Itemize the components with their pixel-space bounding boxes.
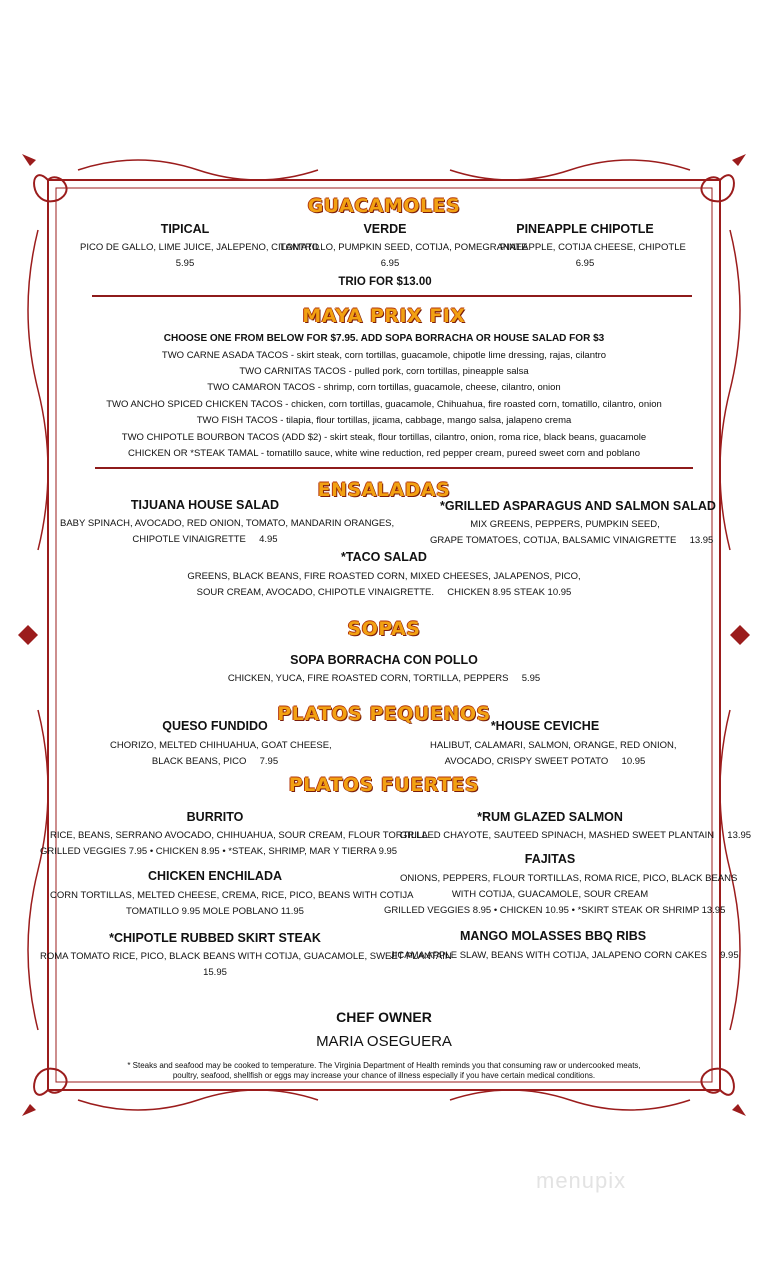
disclaimer-line-1: * Steaks and seafood may be cooked to temperature. The Virginia Department of Health reminds you that consuming raw or undercooked meats, (127, 1061, 641, 1070)
item-prices-fajitas: GRILLED VEGGIES 8.95 • CHICKEN 10.95 • *SKIRT STEAK OR SHRIMP 13.95 (384, 905, 726, 916)
prix-item: TWO CAMARON TACOS - shrimp, corn tortillas, guacamole, cheese, cilantro, onion (207, 382, 561, 393)
divider-rule (95, 467, 693, 469)
item-desc-chicken-enchilada: CORN TORTILLAS, MELTED CHEESE, CREMA, RICE, PICO, BEANS WITH COTIJA (50, 890, 414, 901)
item-name-tijuana-salad: TIJUANA HOUSE SALAD (130, 498, 280, 512)
item-desc-house-ceviche: HALIBUT, CALAMARI, SALMON, ORANGE, RED ONION, (430, 740, 677, 751)
item-desc-skirt-steak: ROMA TOMATO RICE, PICO, BLACK BEANS WITH COTIJA, GUACAMOLE, SWEET PLANTAIN (40, 951, 452, 962)
prix-intro: CHOOSE ONE FROM BELOW FOR $7.95. ADD SOPA BORRACHA OR HOUSE SALAD FOR $3 (163, 333, 605, 344)
item-desc-tijuana-salad: BABY SPINACH, AVOCADO, RED ONION, TOMATO, MANDARIN ORANGES, (60, 518, 395, 529)
item-desc-house-ceviche-2: AVOCADO, CRISPY SWEET POTATO 10.95 (444, 756, 646, 767)
item-desc-tipical: PICO DE GALLO, LIME JUICE, JALEPENO, CILANTRO (80, 242, 320, 253)
prix-item: TWO CARNE ASADA TACOS - skirt steak, corn tortillas, guacamole, chipotle lime dressing, rajas, cilantro (161, 350, 607, 361)
section-title-sopas: SOPAS (347, 618, 421, 640)
item-name-sopa-borracha: SOPA BORRACHA CON POLLO (290, 653, 478, 667)
prix-item: TWO FISH TACOS - tilapia, flour tortillas, jicama, cabbage, mango salsa, jalapeno crema (196, 415, 572, 426)
item-desc-bbq-ribs: JICAMA APPLE SLAW, BEANS WITH COTIJA, JALAPENO CORN CAKES 9.95 (390, 950, 739, 961)
item-desc-queso-fundido: CHORIZO, MELTED CHIHUAHUA, GOAT CHEESE, (110, 740, 332, 751)
item-desc-pineapple-chipotle: PINEAPPLE, COTIJA CHEESE, CHIPOTLE (500, 242, 686, 253)
item-name-fajitas: FAJITAS (524, 852, 576, 866)
prix-item: CHICKEN OR *STEAK TAMAL - tomatillo sauce, white wine reduction, red pepper cream, pureed sweet corn and poblano (127, 448, 641, 459)
item-desc-asparagus-salad: MIX GREENS, PEPPERS, PUMPKIN SEED, (470, 519, 660, 530)
section-title-prix-fix: MAYA PRIX FIX (302, 305, 466, 327)
item-name-queso-fundido: QUESO FUNDIDO (162, 719, 268, 733)
item-prices-chicken-enchilada: TOMATILLO 9.95 MOLE POBLANO 11.95 (126, 906, 304, 917)
item-price-pineapple-chipotle: 6.95 (575, 258, 595, 269)
section-title-platos-fuertes: PLATOS FUERTES (288, 774, 480, 796)
health-disclaimer (80, 1061, 688, 1081)
item-name-chicken-enchilada: CHICKEN ENCHILADA (147, 869, 283, 883)
section-title-platos-pequenos: PLATOS PEQUENOS (277, 703, 491, 725)
item-prices-burrito: GRILLED VEGGIES 7.95 • CHICKEN 8.95 • *STEAK, SHRIMP, MAR Y TIERRA 9.95 (40, 846, 398, 857)
menupix-watermark: menupix (536, 1168, 627, 1193)
item-desc-sopa-borracha: CHICKEN, YUCA, FIRE ROASTED CORN, TORTILLA, PEPPERS 5.95 (227, 673, 541, 684)
item-desc-asparagus-salad-2: GRAPE TOMATOES, COTIJA, BALSAMIC VINAIGRETTE 13.95 (430, 535, 714, 546)
section-title-ensaladas: ENSALADAS (317, 479, 451, 501)
item-price-tipical: 5.95 (175, 258, 195, 269)
item-name-skirt-steak: *CHIPOTLE RUBBED SKIRT STEAK (109, 931, 321, 945)
item-name-pineapple-chipotle: PINEAPPLE CHIPOTLE (516, 222, 654, 236)
item-name-burrito: BURRITO (186, 810, 244, 824)
prix-item: TWO CARNITAS TACOS - pulled pork, corn tortillas, pineapple salsa (239, 366, 529, 377)
trio-offer: TRIO FOR $13.00 (338, 276, 432, 288)
item-desc-tijuana-salad-2: CHIPOTLE VINAIGRETTE 4.95 (132, 534, 278, 545)
section-title-guacamoles: GUACAMOLES (307, 195, 461, 217)
chef-owner-name: MARIA OSEGUERA (316, 1033, 452, 1050)
item-desc-burrito: RICE, BEANS, SERRANO AVOCADO, CHIHUAHUA, SOUR CREAM, FLOUR TORTILLA (50, 830, 428, 841)
item-price-verde: 6.95 (380, 258, 400, 269)
item-desc-queso-fundido-2: BLACK BEANS, PICO 7.95 (151, 756, 279, 767)
item-desc-taco-salad-2: SOUR CREAM, AVOCADO, CHIPOTLE VINAIGRETTE. CHICKEN 8.95 STEAK 10.95 (196, 587, 572, 598)
item-desc-verde: TOMATILLO, PUMPKIN SEED, COTIJA, POMEGRANATE (280, 242, 528, 253)
item-name-rum-glazed-salmon: *RUM GLAZED SALMON (477, 810, 623, 824)
item-desc-taco-salad: GREENS, BLACK BEANS, FIRE ROASTED CORN, MIXED CHEESES, JALAPENOS, PICO, (187, 571, 581, 582)
item-name-house-ceviche: *HOUSE CEVICHE (490, 719, 600, 733)
item-desc-fajitas-2: WITH COTIJA, GUACAMOLE, SOUR CREAM (451, 889, 649, 900)
item-desc-fajitas: ONIONS, PEPPERS, FLOUR TORTILLAS, ROMA RICE, PICO, BLACK BEANS (400, 873, 738, 884)
item-name-taco-salad: *TACO SALAD (341, 550, 427, 564)
chef-owner-label: CHEF OWNER (336, 1009, 432, 1025)
item-name-verde: VERDE (363, 222, 407, 236)
disclaimer-line-2: poultry, seafood, shellfish or eggs may increase your chance of illness especially if you have certain medical conditions. (172, 1071, 596, 1080)
prix-item: TWO CHIPOTLE BOURBON TACOS (ADD $2) - skirt steak, flour tortillas, cilantro, onion, roma rice, black beans, guacamole (121, 432, 647, 443)
divider-rule (92, 295, 692, 297)
item-name-bbq-ribs: MANGO MOLASSES BBQ RIBS (460, 929, 647, 943)
item-desc-rum-glazed-salmon: GRILLED CHAYOTE, SAUTEED SPINACH, MASHED SWEET PLANTAIN 13.95 (400, 830, 752, 841)
prix-item: TWO ANCHO SPICED CHICKEN TACOS - chicken, corn tortillas, guacamole, Chihuahua, fire roasted corn, tomatillo, cilantro, onion (106, 399, 662, 410)
item-name-asparagus-salmon-salad: *GRILLED ASPARAGUS AND SALMON SALAD (440, 499, 716, 513)
item-price-skirt-steak: 15.95 (203, 967, 227, 978)
item-name-tipical: TIPICAL (160, 222, 210, 236)
